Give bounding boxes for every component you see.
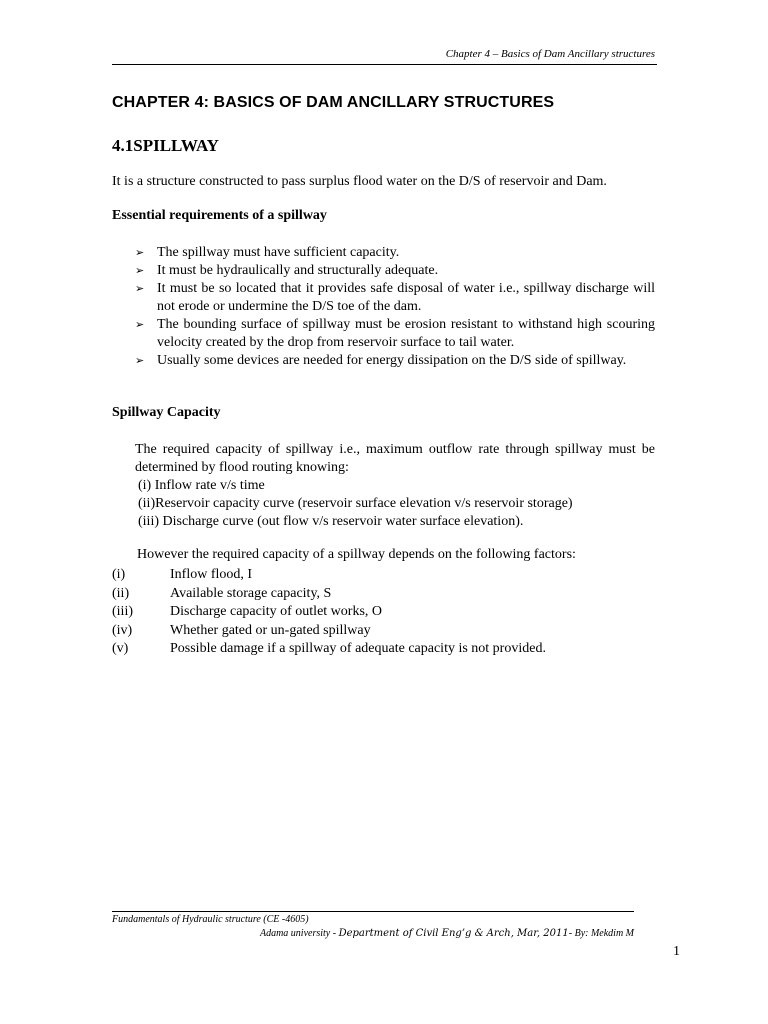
arrow-bullet-icon: ➢: [135, 282, 145, 295]
list-item: (ii)Reservoir capacity curve (reservoir surface elevation v/s reservoir storage): [138, 496, 573, 511]
list-item: [112, 640, 546, 659]
list-number: (iv): [112, 622, 133, 638]
capacity-heading: Spillway Capacity: [112, 405, 221, 420]
list-item: [135, 262, 655, 280]
factors-intro: However the required capacity of a spillway depends on the following factors:: [137, 547, 576, 562]
list-number: (i): [112, 567, 126, 582]
list-item: [135, 244, 655, 262]
list-item-text: Discharge capacity of outlet works, O: [170, 604, 383, 619]
list-item-text: It must be hydraulically and structurally adequate.: [157, 263, 439, 278]
routing-list: [138, 477, 658, 531]
list-number: (ii): [112, 585, 130, 601]
footer-university: Adama university -: [259, 928, 339, 939]
arrow-bullet-icon: ➢: [135, 264, 145, 277]
list-number: (v): [112, 641, 129, 656]
factors-list: [112, 566, 546, 659]
list-item: [112, 622, 546, 641]
footer-rule: [112, 911, 634, 912]
footer-course: Fundamentals of Hydraulic structure (CE -4605): [112, 914, 309, 925]
list-item: [135, 280, 655, 316]
list-item-text: Possible damage if a spillway of adequate capacity is not provided.: [170, 641, 546, 656]
list-item-text: It must be so located that it provides safe disposal of water i.e., spillway discharge will not erode or undermine the D/S toe of the dam.: [157, 281, 655, 314]
list-item: [135, 316, 655, 352]
list-item-text: The spillway must have sufficient capacity.: [157, 245, 400, 260]
footer-department: Department of Civil Eng’g & Arch, Mar, 2011: [338, 928, 569, 939]
footer-affiliation: [260, 928, 634, 939]
section-title: 4.1SPILLWAY: [112, 136, 219, 155]
list-number: (iii): [112, 604, 133, 619]
page-number: 1: [673, 944, 680, 959]
list-item-text: Whether gated or un-gated spillway: [170, 622, 371, 638]
section-intro: It is a structure constructed to pass surplus flood water on the D/S of reservoir and Dam.: [112, 174, 607, 189]
list-item-text: Available storage capacity, S: [170, 585, 332, 601]
list-item: (iii) Discharge curve (out flow v/s reservoir water surface elevation).: [138, 514, 524, 529]
list-item: [112, 603, 546, 622]
capacity-paragraph: The required capacity of spillway i.e., maximum outflow rate through spillway must be determined by flood routing knowing:: [135, 442, 655, 475]
list-item: [112, 566, 546, 585]
list-item-text: Inflow flood, I: [170, 567, 253, 582]
arrow-bullet-icon: ➢: [135, 318, 145, 331]
running-header: Chapter 4 – Basics of Dam Ancillary structures: [445, 48, 655, 60]
requirements-list: [135, 244, 655, 370]
requirements-heading: Essential requirements of a spillway: [112, 208, 327, 223]
arrow-bullet-icon: ➢: [135, 354, 145, 367]
list-item-text: The bounding surface of spillway must be erosion resistant to withstand high scouring velocity created by the drop from reservoir surface to tail water.: [157, 317, 655, 350]
list-item: [135, 352, 655, 370]
list-item: [112, 585, 546, 604]
footer-author: - By: Mekdim M: [568, 928, 634, 939]
header-rule: [112, 64, 657, 65]
arrow-bullet-icon: ➢: [135, 246, 145, 259]
chapter-title: CHAPTER 4: BASICS OF DAM ANCILLARY STRUCTURES: [112, 94, 555, 111]
list-item: (i) Inflow rate v/s time: [138, 478, 265, 493]
list-item-text: Usually some devices are needed for energy dissipation on the D/S side of spillway.: [157, 353, 627, 368]
